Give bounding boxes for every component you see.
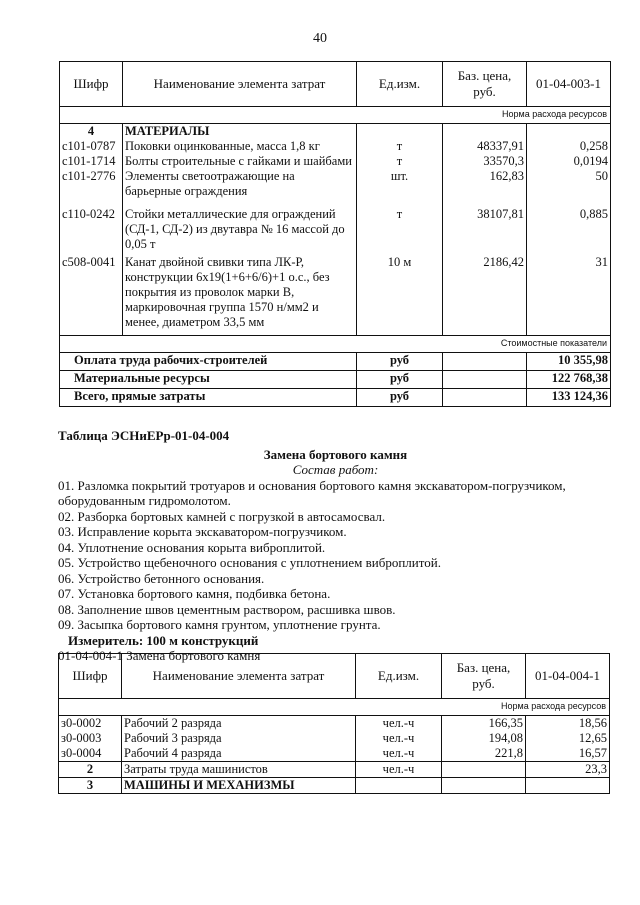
total-label: Материальные ресурсы: [60, 371, 357, 389]
row-norm: 12,65: [526, 731, 610, 746]
works-title: Состав работ:: [292, 462, 379, 477]
empty-cell: [442, 762, 526, 778]
table-header-row: [59, 654, 610, 699]
empty-cell: [443, 124, 527, 140]
row-norm: 0,885: [527, 207, 611, 255]
row-code: с101-0787: [60, 139, 123, 154]
total-value: 122 768,38: [527, 371, 611, 389]
row-price: 221,8: [442, 746, 526, 762]
row-unit: т: [357, 207, 443, 255]
table-row: [60, 154, 611, 169]
row-code: с101-1714: [60, 154, 123, 169]
row-unit: 10 м: [357, 255, 443, 336]
section-num: 4: [60, 124, 123, 140]
resource-table-01-04-004: [58, 653, 610, 794]
table-title: Таблица ЭСНиЕРр-01-04-004: [58, 428, 230, 443]
cost-label-row: [60, 336, 611, 353]
row-unit: чел.-ч: [356, 746, 442, 762]
section-row-machines: [59, 778, 610, 794]
row-price: 48337,91: [443, 139, 527, 154]
works-item: 06. Устройство бетонного основания.: [58, 570, 265, 586]
works-item: 01. Разломка покрытий тротуаров и основания бортового камня экскаватором-погрузчиком,: [58, 477, 566, 493]
total-row: [60, 353, 611, 371]
empty-cell: [442, 778, 526, 794]
row-unit: чел.-ч: [356, 762, 442, 778]
row-norm: 18,56: [526, 716, 610, 732]
header-price: Баз. цена, руб.: [442, 654, 526, 699]
empty-cell: [357, 124, 443, 140]
section-row-materials: [60, 124, 611, 140]
total-value: 10 355,98: [527, 353, 611, 371]
works-item: 05. Устройство щебеночного основания с уплотнением виброплитой.: [58, 555, 441, 570]
row-code: з0-0003: [59, 731, 122, 746]
works-item: оборудованным гидромолотом.: [58, 493, 231, 508]
empty-cell: [356, 778, 442, 794]
works-item: 02. Разборка бортовых камней с погрузкой в автосамосвал.: [58, 508, 386, 524]
row-norm: 50: [527, 169, 611, 207]
row-name: Канат двойной свивки типа ЛК-Р, конструкции 6х19(1+6+6/6)+1 о.с., без покрытия из проволок марки В, маркировочная группа 1570 н/мм2 и менее, диаметром 33,5 мм: [123, 255, 357, 336]
row-norm: 0,0194: [527, 154, 611, 169]
resource-table-01-04-003: [59, 61, 611, 407]
header-name: Наименование элемента затрат: [122, 654, 356, 699]
table-row: [59, 731, 610, 746]
total-unit: руб: [357, 371, 443, 389]
table-row: [60, 139, 611, 154]
row-price: 38107,81: [443, 207, 527, 255]
total-label: Оплата труда рабочих-строителей: [60, 353, 357, 371]
total-value: 133 124,36: [527, 389, 611, 407]
empty-cell: [443, 353, 527, 371]
row-unit: чел.-ч: [356, 731, 442, 746]
header-unit: Ед.изм.: [356, 654, 442, 699]
total-unit: руб: [357, 353, 443, 371]
row-norm: 16,57: [526, 746, 610, 762]
works-item: 07. Установка бортового камня, подбивка бетона.: [58, 586, 331, 601]
row-name: Элементы светоотражающие на барьерные ограждения: [123, 169, 357, 207]
section-title: Замена бортового камня: [263, 446, 408, 462]
row-price: 194,08: [442, 731, 526, 746]
table-row: [60, 255, 611, 336]
row-norm: 31: [527, 255, 611, 336]
row-price: 33570,3: [443, 154, 527, 169]
header-code: Шифр: [59, 654, 122, 699]
header-unit: Ед.изм.: [357, 62, 443, 107]
empty-cell: [443, 371, 527, 389]
table-description: [58, 428, 613, 664]
page-number: 40: [313, 31, 327, 46]
section-title: МАШИНЫ И МЕХАНИЗМЫ: [122, 778, 356, 794]
row-price: 2186,42: [443, 255, 527, 336]
norm-label: Норма расхода ресурсов: [59, 699, 610, 716]
section-num: 3: [59, 778, 122, 794]
cost-label: Стоимостные показатели: [60, 336, 611, 353]
total-label: Всего, прямые затраты: [60, 389, 357, 407]
row-name: Болты строительные с гайками и шайбами: [123, 154, 357, 169]
row-price: 162,83: [443, 169, 527, 207]
row-num: 2: [59, 762, 122, 778]
header-norm-code: 01-04-003-1: [527, 62, 611, 107]
table-row: [60, 169, 611, 207]
norm-label: Норма расхода ресурсов: [60, 107, 611, 124]
row-unit: т: [357, 154, 443, 169]
works-item: 09. Засыпка бортового камня грунтом, уплотнение грунта.: [58, 617, 381, 632]
empty-cell: [526, 778, 610, 794]
row-name: Затраты труда машинистов: [122, 762, 356, 778]
row-code: с508-0041: [60, 255, 123, 336]
row-name: Рабочий 3 разряда: [122, 731, 356, 746]
subitem-title: 01-04-004-1 Замена бортового камня: [58, 648, 261, 663]
row-name: Рабочий 2 разряда: [122, 716, 356, 732]
total-unit: руб: [357, 389, 443, 407]
table-row: [59, 716, 610, 732]
works-item: 04. Уплотнение основания корыта виброплитой.: [58, 539, 326, 555]
works-item: 03. Исправление корыта экскаватором-погрузчиком.: [58, 524, 347, 539]
empty-cell: [527, 124, 611, 140]
empty-cell: [443, 389, 527, 407]
header-code: Шифр: [60, 62, 123, 107]
row-norm: 0,258: [527, 139, 611, 154]
table-row: [60, 207, 611, 255]
row-code: з0-0002: [59, 716, 122, 732]
machinist-row: [59, 762, 610, 778]
row-price: 166,35: [442, 716, 526, 732]
meter: Измеритель: 100 м конструкций: [68, 632, 259, 648]
row-unit: чел.-ч: [356, 716, 442, 732]
row-unit: шт.: [357, 169, 443, 207]
header-norm-code: 01-04-004-1: [526, 654, 610, 699]
row-norm: 23,3: [526, 762, 610, 778]
row-unit: т: [357, 139, 443, 154]
section-title: МАТЕРИАЛЫ: [123, 124, 357, 140]
row-code: з0-0004: [59, 746, 122, 762]
table-header-row: [60, 62, 611, 107]
row-name: Рабочий 4 разряда: [122, 746, 356, 762]
row-code: с110-0242: [60, 207, 123, 255]
table-row: [59, 746, 610, 762]
norm-label-row: [60, 107, 611, 124]
works-item: 08. Заполнение швов цементным раствором, расшивка швов.: [58, 601, 396, 617]
total-row: [60, 371, 611, 389]
header-name: Наименование элемента затрат: [123, 62, 357, 107]
row-code: с101-2776: [60, 169, 123, 207]
row-name: Стойки металлические для ограждений (СД-1, СД-2) из двутавра № 16 массой до 0,05 т: [123, 207, 357, 255]
norm-label-row: [59, 699, 610, 716]
header-price: Баз. цена, руб.: [443, 62, 527, 107]
total-row: [60, 389, 611, 407]
row-name: Поковки оцинкованные, масса 1,8 кг: [123, 139, 357, 154]
